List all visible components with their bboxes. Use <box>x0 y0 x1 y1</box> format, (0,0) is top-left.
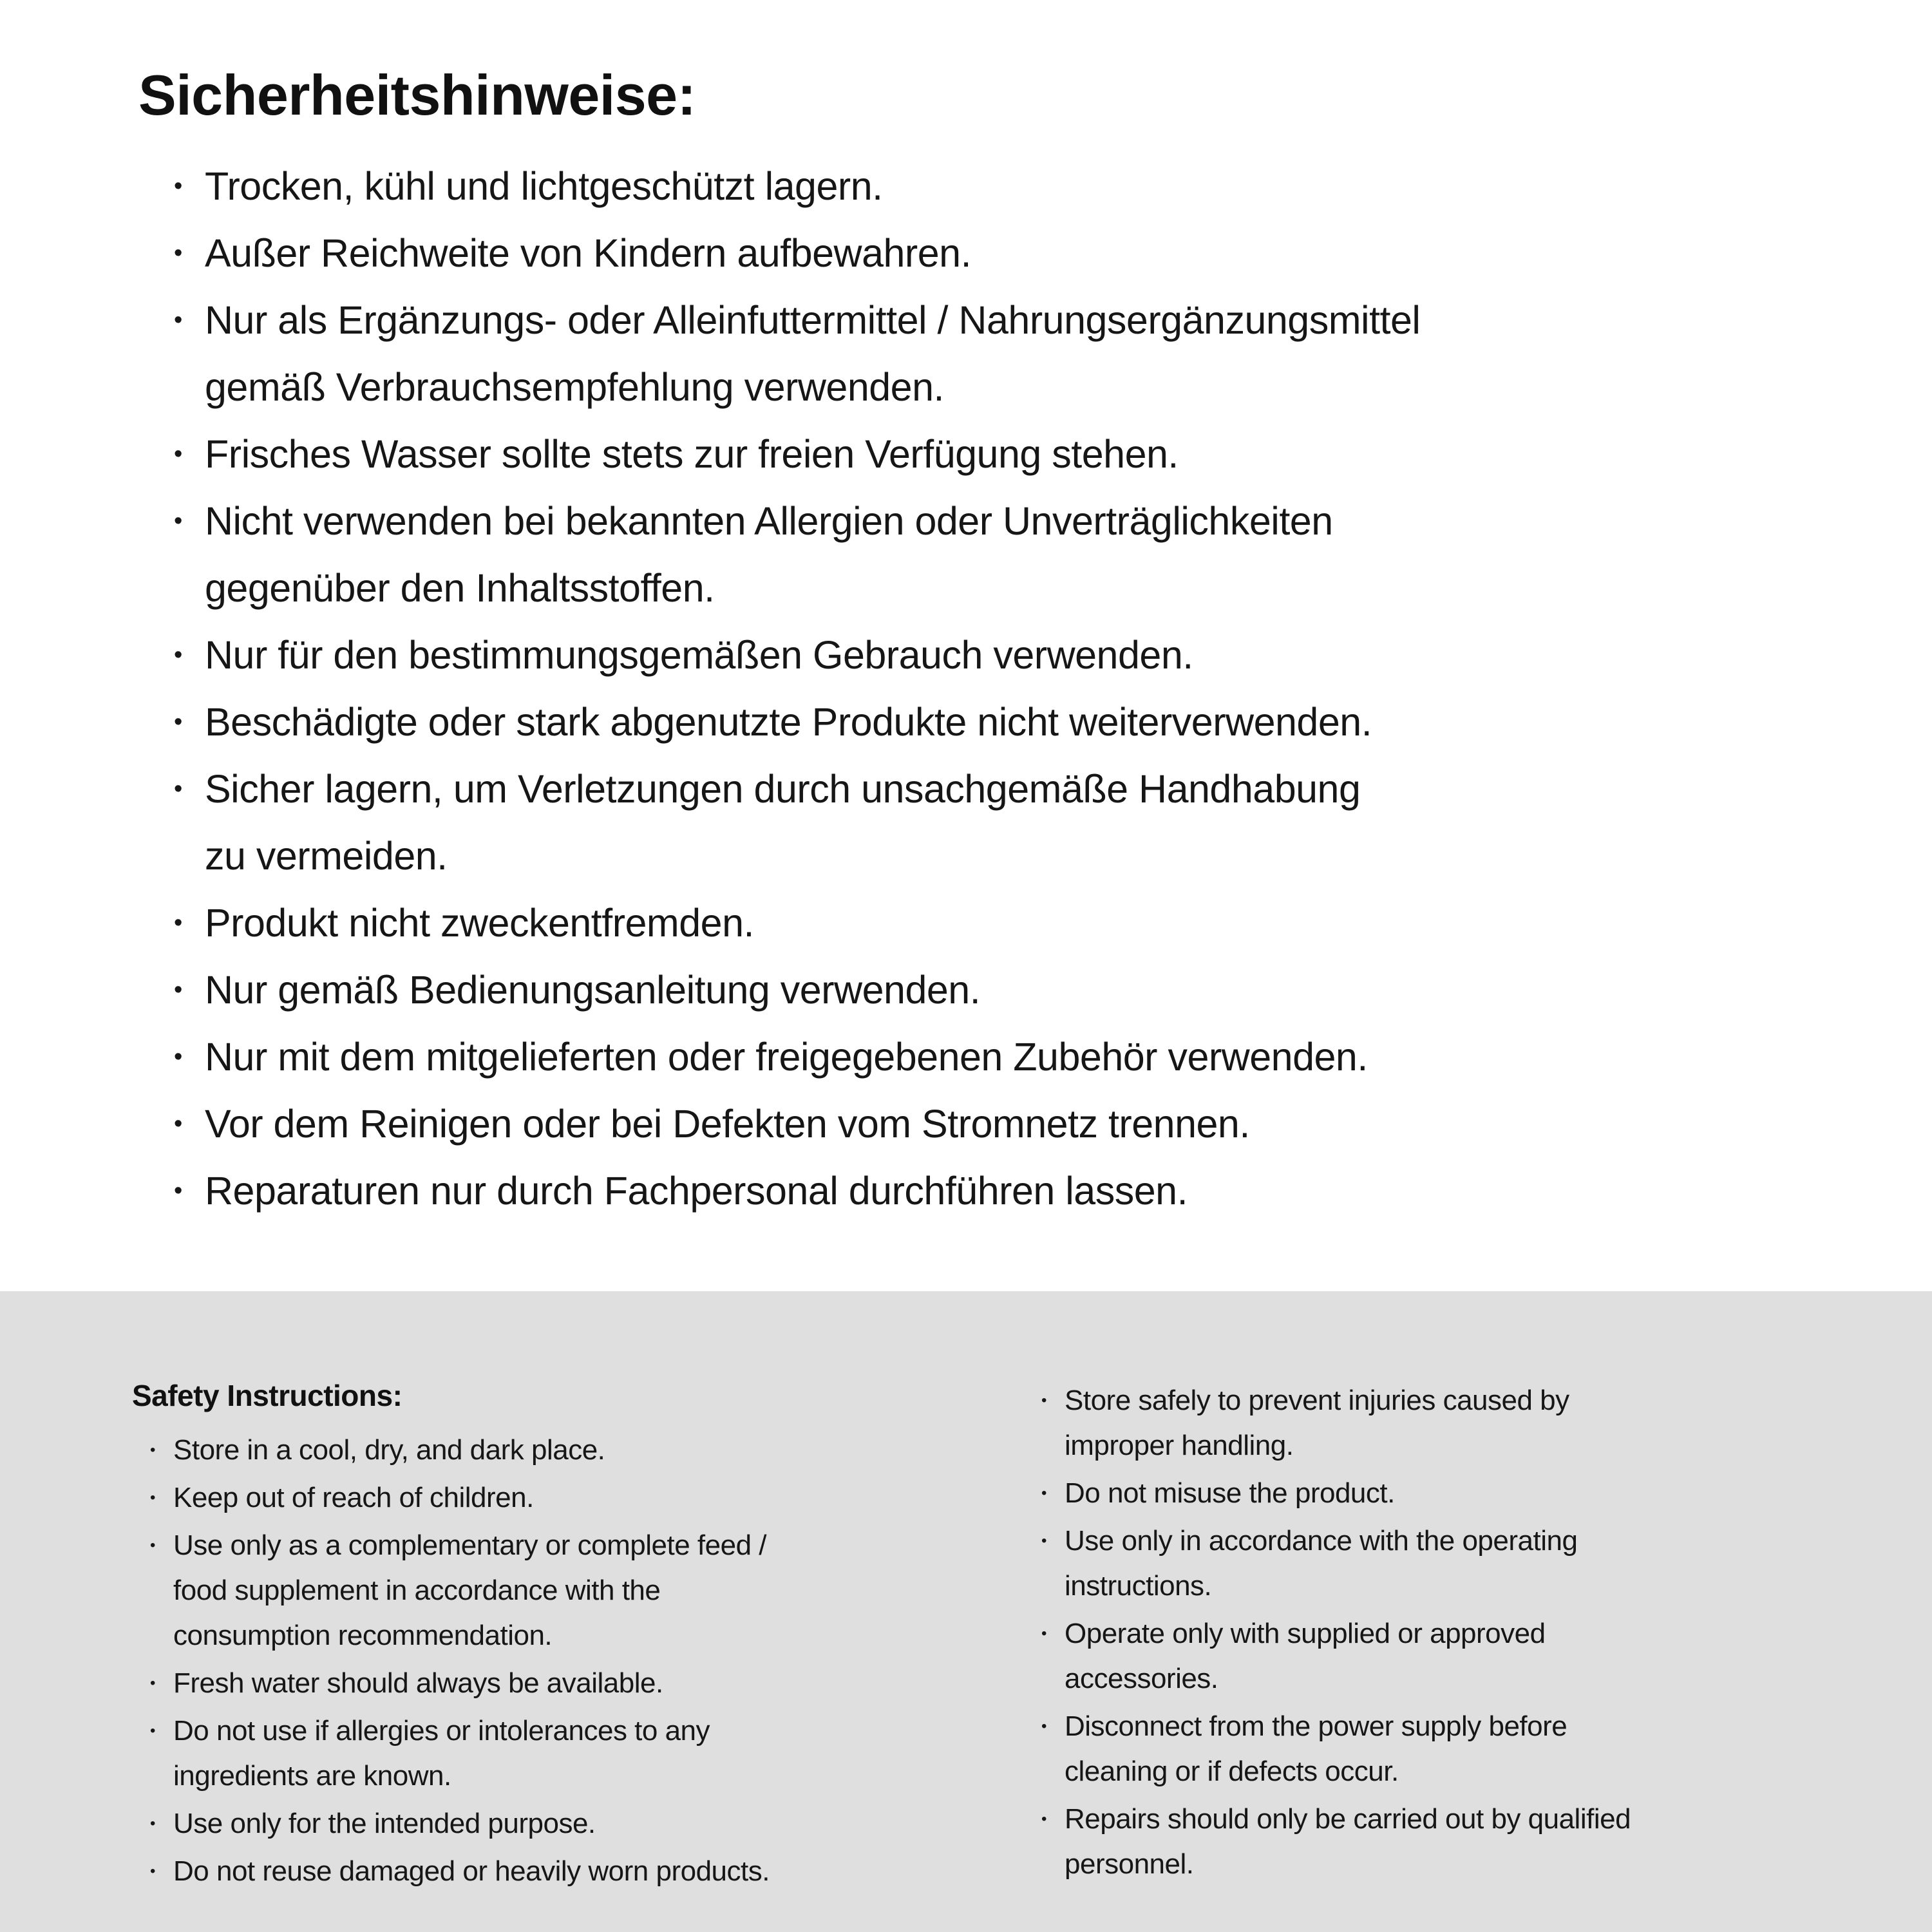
bullet-text: Store in a cool, dry, and dark place. <box>173 1434 605 1466</box>
safety-bullet-item <box>174 956 1893 1023</box>
bullet-text: Frisches Wasser sollte stets zur freien Verfügung stehen. <box>205 431 1179 476</box>
english-right-column <box>1041 1378 1906 1932</box>
safety-bullet-item <box>174 621 1893 688</box>
bullet-text: Use only in accordance with the operating instructions. <box>1065 1525 1578 1602</box>
bullet-icon: • <box>150 1537 155 1554</box>
safety-bullet-item <box>174 1023 1893 1090</box>
bullet-icon: • <box>1041 1625 1046 1642</box>
bullet-icon: • <box>150 1441 155 1459</box>
english-right-bullet-list <box>1041 1378 1906 1887</box>
safety-bullet-item <box>174 153 1893 220</box>
bullet-text: Do not misuse the product. <box>1065 1477 1395 1509</box>
bullet-icon: • <box>1041 1484 1046 1502</box>
bullet-icon: • <box>1041 1718 1046 1735</box>
bullet-text: Sicher lagern, um Verletzungen durch unsachgemäße Handhabung zu vermeiden. <box>205 766 1361 878</box>
bullet-text: Use only as a complementary or complete feed / food supplement in accordance with the consumption recommendation. <box>173 1530 767 1651</box>
bullet-icon: • <box>1041 1532 1046 1549</box>
german-bullet-list <box>138 153 1893 1224</box>
bullet-icon: • <box>174 775 182 802</box>
safety-bullet-item <box>150 1709 1041 1799</box>
bullet-icon: • <box>174 976 182 1003</box>
safety-bullet-item <box>150 1801 1041 1846</box>
bullet-icon: • <box>150 1674 155 1692</box>
german-section-title: Sicherheitshinweise: <box>138 63 696 127</box>
bullet-icon: • <box>174 708 182 735</box>
bullet-text: Do not use if allergies or intolerances to any ingredients are known. <box>173 1715 710 1792</box>
bullet-text: Keep out of reach of children. <box>173 1482 534 1513</box>
bullet-text: Nur als Ergänzungs- oder Alleinfuttermittel / Nahrungsergänzungsmittel gemäß Verbrauchsempfehlung verwenden. <box>205 298 1421 409</box>
safety-bullet-item <box>150 1428 1041 1473</box>
bullet-icon: • <box>174 1110 182 1137</box>
safety-bullet-item <box>150 1661 1041 1706</box>
safety-bullet-item <box>1041 1611 1906 1701</box>
bullet-icon: • <box>174 507 182 535</box>
bullet-icon: • <box>174 641 182 668</box>
safety-bullet-item <box>150 1475 1041 1520</box>
bullet-text: Nur mit dem mitgelieferten oder freigegebenen Zubehör verwenden. <box>205 1034 1368 1079</box>
bullet-text: Reparaturen nur durch Fachpersonal durchführen lassen. <box>205 1168 1188 1213</box>
bullet-icon: • <box>1041 1392 1046 1409</box>
bullet-text: Nicht verwenden bei bekannten Allergien oder Unverträglichkeiten gegenüber den Inhaltsstoffen. <box>205 498 1333 610</box>
safety-bullet-item <box>1041 1519 1906 1609</box>
bullet-text: Do not reuse damaged or heavily worn products. <box>173 1855 770 1887</box>
bullet-text: Operate only with supplied or approved accessories. <box>1065 1618 1546 1694</box>
bullet-text: Vor dem Reinigen oder bei Defekten vom Stromnetz trennen. <box>205 1101 1250 1146</box>
bullet-icon: • <box>174 1177 182 1204</box>
safety-bullet-item <box>150 1849 1041 1894</box>
safety-bullet-item <box>174 1157 1893 1224</box>
bullet-text: Repairs should only be carried out by qualified personnel. <box>1065 1803 1631 1880</box>
safety-bullet-item <box>174 755 1893 889</box>
bullet-icon: • <box>174 239 182 267</box>
bullet-icon: • <box>150 1722 155 1739</box>
bullet-text: Außer Reichweite von Kindern aufbewahren. <box>205 231 972 275</box>
safety-bullet-item <box>1041 1378 1906 1468</box>
bullet-text: Produkt nicht zweckentfremden. <box>205 900 754 945</box>
safety-bullet-item <box>174 1090 1893 1157</box>
bullet-icon: • <box>174 440 182 468</box>
bullet-icon: • <box>174 1043 182 1070</box>
safety-bullet-item <box>174 688 1893 755</box>
safety-bullet-item <box>174 889 1893 956</box>
safety-bullet-item <box>174 220 1893 287</box>
safety-bullet-item <box>1041 1704 1906 1794</box>
safety-bullet-item <box>174 287 1893 421</box>
safety-bullet-item <box>1041 1797 1906 1887</box>
bullet-text: Nur gemäß Bedienungsanleitung verwenden. <box>205 967 981 1012</box>
english-safety-section <box>0 1291 1932 1932</box>
safety-bullet-item <box>150 1523 1041 1658</box>
bullet-text: Fresh water should always be available. <box>173 1667 663 1699</box>
bullet-text: Trocken, kühl und lichtgeschützt lagern. <box>205 164 883 208</box>
bullet-text: Store safely to prevent injuries caused by improper handling. <box>1065 1385 1569 1461</box>
bullet-icon: • <box>174 306 182 334</box>
english-left-column <box>132 1378 1041 1932</box>
bullet-icon: • <box>174 909 182 936</box>
bullet-icon: • <box>174 172 182 200</box>
safety-bullet-item <box>174 421 1893 488</box>
bullet-icon: • <box>150 1862 155 1880</box>
bullet-icon: • <box>150 1489 155 1506</box>
safety-bullet-item <box>1041 1471 1906 1516</box>
english-left-bullet-list <box>132 1428 1041 1894</box>
bullet-text: Beschädigte oder stark abgenutzte Produkte nicht weiterverwenden. <box>205 699 1372 744</box>
bullet-icon: • <box>150 1815 155 1832</box>
english-section-title: Safety Instructions: <box>132 1379 402 1412</box>
safety-bullet-item <box>174 488 1893 621</box>
bullet-text: Disconnect from the power supply before cleaning or if defects occur. <box>1065 1710 1567 1787</box>
bullet-text: Use only for the intended purpose. <box>173 1808 596 1839</box>
bullet-icon: • <box>1041 1810 1046 1828</box>
bullet-text: Nur für den bestimmungsgemäßen Gebrauch verwenden. <box>205 632 1193 677</box>
